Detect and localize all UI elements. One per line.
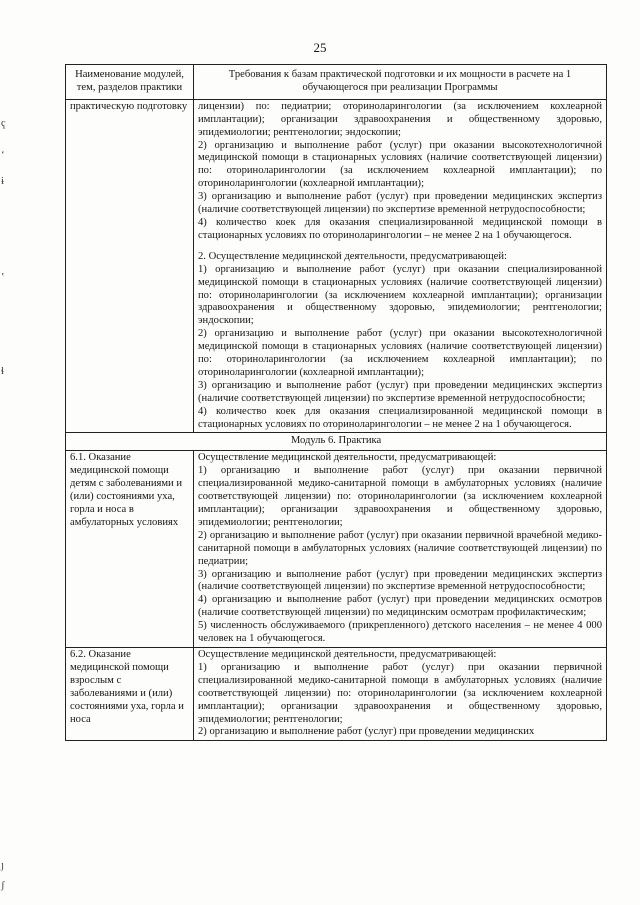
- row-title: 6.1. Оказание медицинской помощи детям с заболеваниями и (или) состояниями уха, горла и носа в амбулаторных условиях: [66, 451, 194, 648]
- margin-mark: ʽ: [1, 271, 5, 283]
- table-row: [66, 99, 607, 433]
- paragraph: 2) организацию и выполнение работ (услуг) при оказании высокотехнологичной медицинской помощи в стационарных условиях (наличие соответствующей лицензии) по: оториноларингологии (за исключением кохлеарной имплантации); по оториноларингологии (кохлеарной имплантации);: [198, 139, 602, 190]
- row-requirements: [194, 451, 607, 648]
- paragraph: 2) организацию и выполнение работ (услуг) при оказании первичной врачебной медико-санитарной помощи в амбулаторных условиях (наличие соответствующей лицензии) по педиатрии;: [198, 529, 602, 567]
- table-row: [66, 451, 607, 648]
- header-requirements: Требования к базам практической подготовки и их мощности в расчете на 1 обучающегося при реализации Программы: [194, 65, 607, 100]
- requirements-table: [65, 64, 607, 741]
- page-number: 25: [313, 40, 327, 55]
- module-title-row: [66, 433, 607, 451]
- paragraph: 2) организацию и выполнение работ (услуг) при проведении медицинских: [198, 726, 535, 738]
- paragraph: 1) организацию и выполнение работ (услуг) при оказании специализированной медицинской помощи в стационарных условиях (наличие соответствующей лицензии) по: оториноларингологии (за исключением кохлеарной имплантации); организации здравоохранения и общественному здоровью, эпидемиологии; рентгенологии; эндоскопии;: [198, 263, 602, 327]
- paragraph: 4) количество коек для оказания специализированной медицинской помощи в стационарных условиях по оториноларингологии – не менее 2 на 1 обучающегося.: [198, 216, 602, 241]
- row-requirements: [194, 647, 607, 740]
- paragraph: 1) организацию и выполнение работ (услуг) при оказании первичной специализированной медико-санитарной помощи в амбулаторных условиях (наличие соответствующей лицензии) по: оториноларингологии (за исключением кохлеарной имплантации); организации здравоохранения и общественному здоровью, эпидемиологии; рентгенологии;: [198, 661, 602, 725]
- margin-mark: ʻ: [1, 149, 5, 161]
- paragraph: 3) организацию и выполнение работ (услуг) при проведении медицинских экспертиз (наличие соответствующей лицензии) по экспертизе временной нетрудоспособности;: [198, 379, 602, 404]
- paragraph: 1) организацию и выполнение работ (услуг) при оказании первичной специализированной медико-санитарной помощи в амбулаторных условиях (наличие соответствующей лицензии) по: оториноларингологии (за исключением кохлеарной имплантации); организации здравоохранения и общественному здоровью, эпидемиологии; рентгенологии;: [198, 465, 602, 528]
- paragraph: 2. Осуществление медицинской деятельности, предусматривающей:: [198, 250, 507, 262]
- paragraph: 4) организацию и выполнение работ (услуг) при проведении медицинских осмотров (наличие соответствующей лицензии) по медицинским осмотрам профилактическим;: [198, 594, 602, 619]
- table-header-row: [66, 65, 607, 100]
- paragraph: 5) численность обслуживаемого (прикрепленного) детского населения – не менее 4 000 человек на 1 обучающегося.: [198, 620, 602, 645]
- row-title: 6.2. Оказание медицинской помощи взрослым с заболеваниями и (или) состояниями уха, горла и носа: [66, 647, 194, 740]
- paragraph: 3) организацию и выполнение работ (услуг) при проведении медицинских экспертиз (наличие соответствующей лицензии) по экспертизе временной нетрудоспособности;: [198, 191, 602, 216]
- row-requirements: [194, 99, 607, 433]
- margin-mark: ȷ: [1, 859, 5, 871]
- paragraph: 3) организацию и выполнение работ (услуг) при проведении медицинских экспертиз (наличие соответствующей лицензии) по экспертизе временной нетрудоспособности;: [198, 568, 602, 593]
- table-row: [66, 647, 607, 740]
- paragraph: лицензии) по: педиатрии; оториноларингологии (за исключением кохлеарной имплантации); организации здравоохранения и общественному здоровью, эпидемиологии; рентгенологии; эндоскопии;: [198, 100, 602, 138]
- paragraph: Осуществление медицинской деятельности, предусматривающей:: [198, 452, 497, 464]
- paragraph: 2) организацию и выполнение работ (услуг) при оказании высокотехнологичной медицинской помощи в стационарных условиях (наличие соответствующей лицензии) по: оториноларингологии (за исключением кохлеарной имплантации); по оториноларингологии (кохлеарной имплантации);: [198, 328, 602, 378]
- header-modules: Наименование модулей, тем, разделов практики: [66, 65, 194, 100]
- paragraph: 4) количество коек для оказания специализированной медицинской помощи в стационарных условиях по оториноларингологии – не менее 2 на 1 обучающегося.: [198, 405, 602, 430]
- module-title: Модуль 6. Практика: [66, 433, 607, 451]
- row-title: практическую подготовку: [66, 99, 194, 433]
- margin-mark: ʃ: [1, 879, 5, 891]
- margin-mark: ɨ: [1, 175, 5, 187]
- paragraph: Осуществление медицинской деятельности, предусматривающей:: [198, 648, 497, 660]
- margin-mark: ɬ: [1, 365, 5, 377]
- margin-mark: ҁ: [1, 117, 6, 129]
